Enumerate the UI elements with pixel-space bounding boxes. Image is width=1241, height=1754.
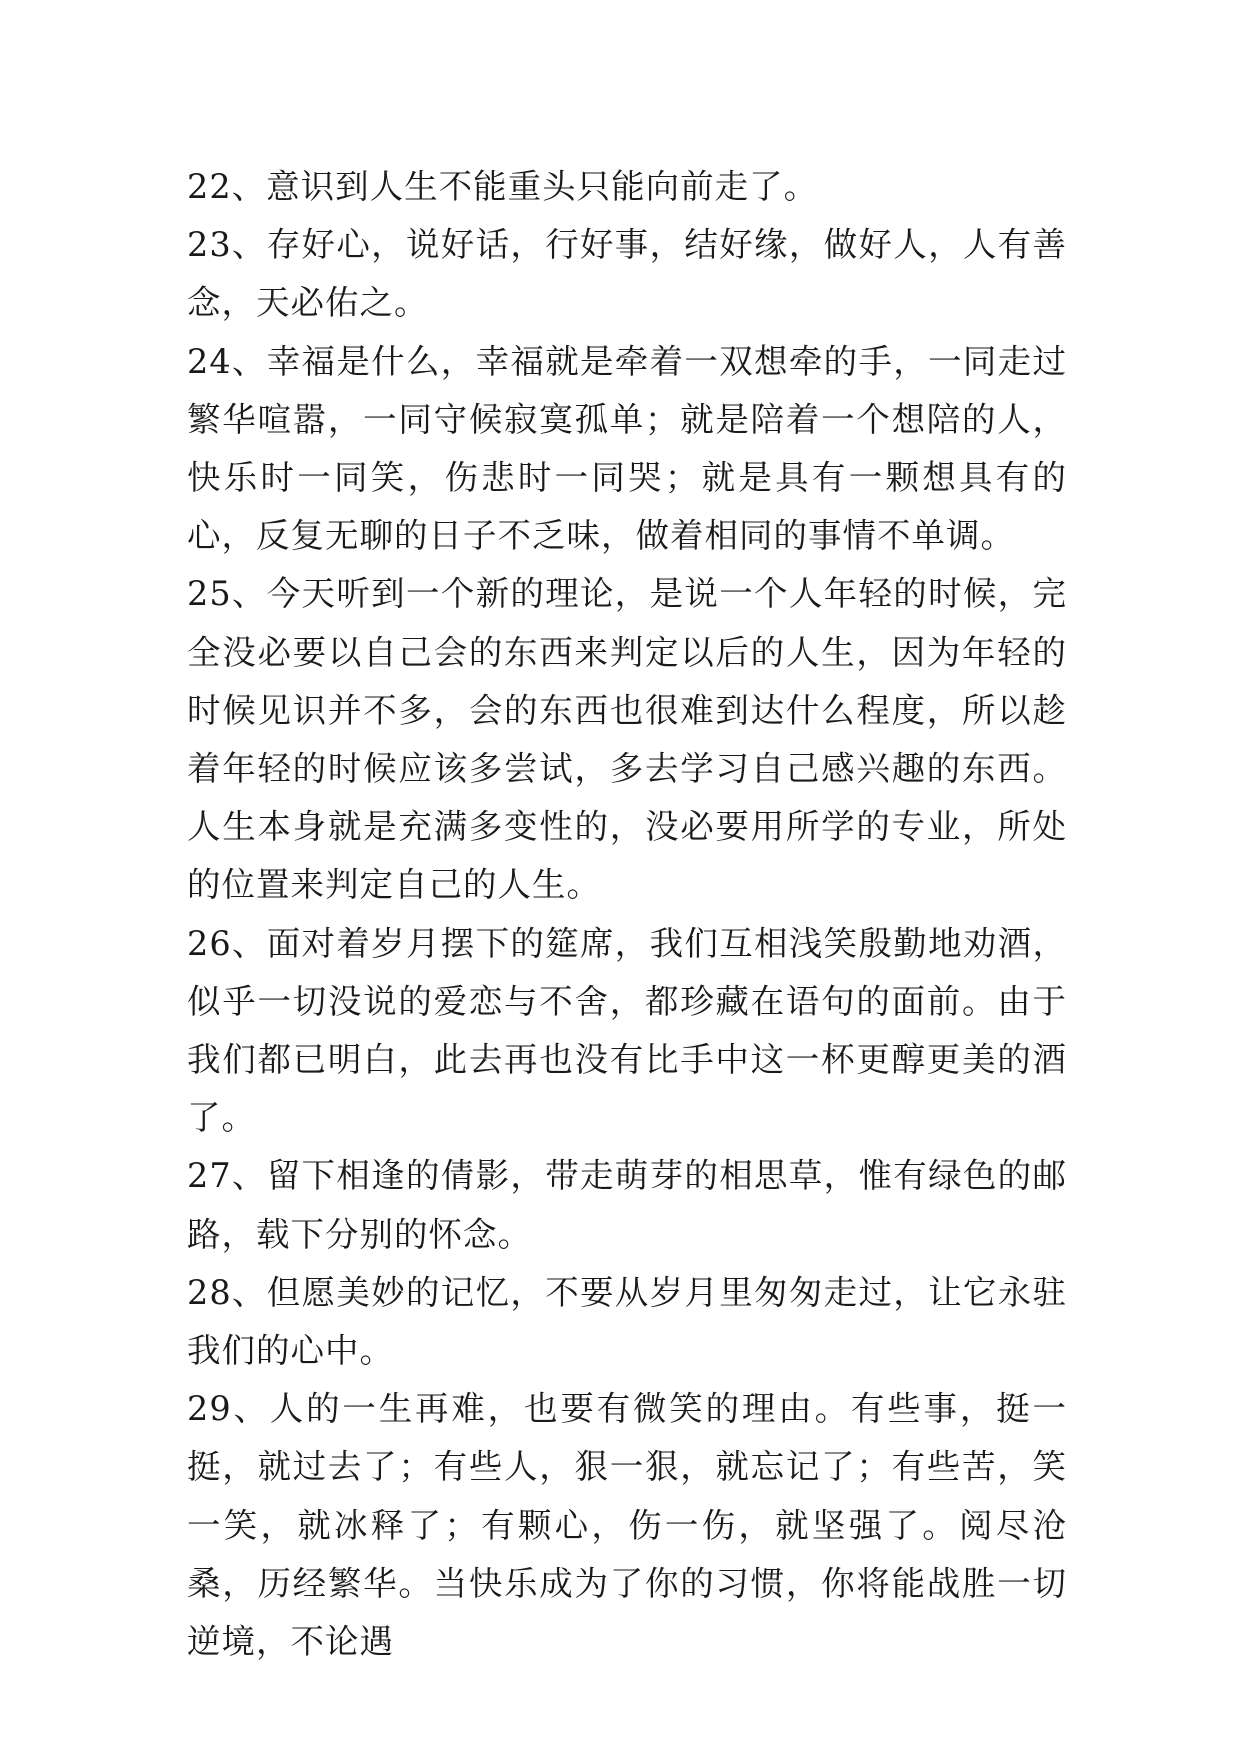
paragraph-22: 22、意识到人生不能重头只能向前走了。 — [187, 167, 819, 206]
paragraph-24: 24、幸福是什么，幸福就是牵着一双想牵的手，一同走过繁华喧嚣，一同守候寂寞孤单；就是陪着一个想陪的人，快乐时一同笑，伤悲时一同哭；就是具有一颗想具有的心，反复无聊的日子不乏味，做着相同的事情不单调。 — [187, 341, 1067, 556]
paragraph-29: 29、人的一生再难，也要有微笑的理由。有些事，挺一挺，就过去了；有些人，狠一狠，就忘记了；有些苦，笑一笑，就冰释了；有颗心，伤一伤，就坚强了。阅尽沧桑，历经繁华。当快乐成为了你的习惯，你将能战胜一切逆境，不论遇 — [187, 1389, 1067, 1662]
document-body — [187, 158, 1067, 1671]
paragraph-26: 26、面对着岁月摆下的筵席，我们互相浅笑殷勤地劝酒，似乎一切没说的爱恋与不舍，都珍藏在语句的面前。由于我们都已明白，此去再也没有比手中这一杯更醇更美的酒了。 — [187, 923, 1067, 1138]
paragraph-23: 23、存好心，说好话，行好事，结好缘，做好人，人有善念，天必佑之。 — [187, 225, 1067, 323]
paragraph-27: 27、留下相逢的倩影，带走萌芽的相思草，惟有绿色的邮路，载下分别的怀念。 — [187, 1156, 1067, 1254]
paragraph-25: 25、今天听到一个新的理论，是说一个人年轻的时候，完全没必要以自己会的东西来判定以后的人生，因为年轻的时候见识并不多，会的东西也很难到达什么程度，所以趁着年轻的时候应该多尝试，多去学习自己感兴趣的东西。人生本身就是充满多变性的，没必要用所学的专业，所处的位置来判定自己的人生。 — [187, 574, 1067, 905]
paragraph-28: 28、但愿美妙的记忆，不要从岁月里匆匆走过，让它永驻我们的心中。 — [187, 1272, 1067, 1371]
